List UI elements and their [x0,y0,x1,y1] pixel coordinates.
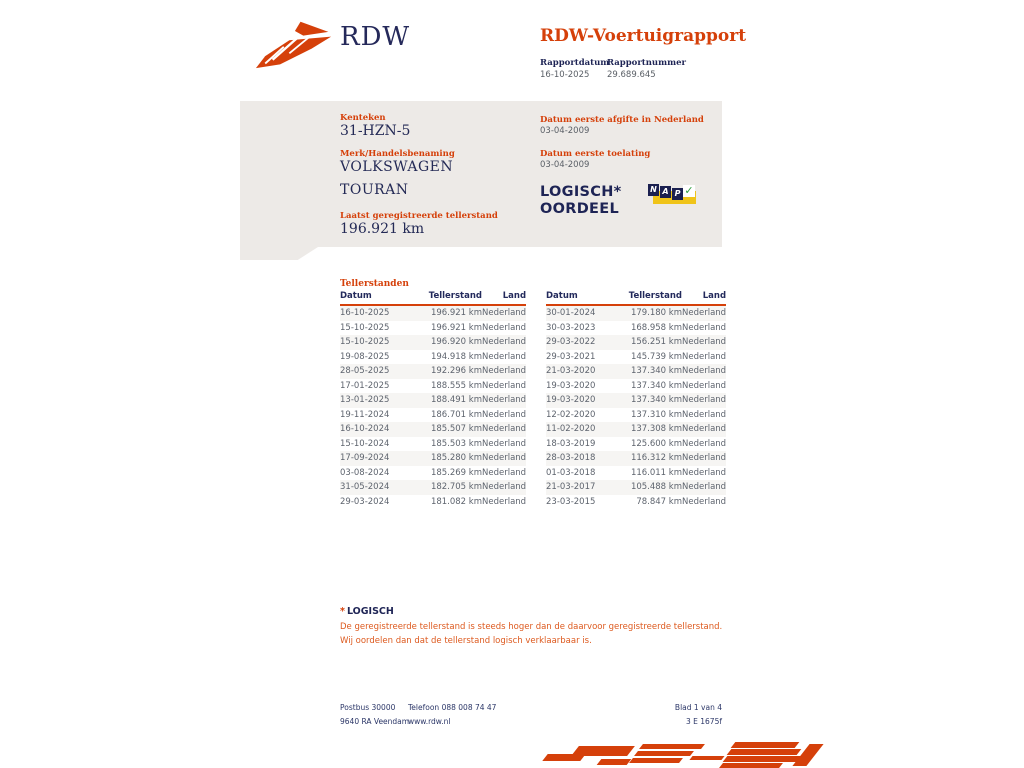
row-country: Nederland [482,337,527,347]
row-date: 03-08-2024 [340,467,390,478]
row-country: Nederland [682,337,727,347]
row-country: Nederland [482,409,527,420]
first-issue-date: 03-04-2009 [540,126,590,136]
odometer-table-right [546,290,726,509]
header-date: Datum [340,290,412,305]
row-country: Nederland [482,424,527,434]
footnote-title-text: LOGISCH [346,606,394,617]
row-date: 19-03-2020 [546,395,596,405]
footnote-text: De geregistreerde tellerstand is steeds hoger dan de daarvoor geregistreerde tellerstand. Wij oordelen dan dat de tellerstand logisch verklaarbaar is. [340,622,723,646]
row-odometer: 116.011 km [630,467,682,478]
table-row [340,437,526,452]
row-odometer: 185.507 km [430,424,482,434]
row-odometer: 196.921 km [430,322,482,333]
logical-verdict-text [540,184,622,217]
row-country: Nederland [482,351,527,362]
row-odometer: 196.921 km [430,308,482,318]
header-country: Land [482,290,526,305]
row-date: 19-08-2025 [340,351,390,362]
report-date-label: Rapportdatum [540,58,610,68]
make-model-label: Merk/Handelsbenaming [340,149,455,159]
table-row [546,305,726,321]
row-date: 28-05-2025 [340,366,390,376]
table-row [546,393,726,408]
row-date: 23-03-2015 [546,496,596,507]
row-country: Nederland [482,308,527,318]
row-odometer: 186.701 km [430,409,482,420]
row-date: 30-01-2024 [546,308,596,318]
row-country: Nederland [682,453,727,463]
row-odometer: 125.600 km [630,438,682,449]
footer-address-line1: Postbus 30000 [340,703,396,712]
page-title: RDW-Voertuigrapport [540,26,747,46]
table-row [340,393,526,408]
row-country: Nederland [482,482,527,492]
row-country: Nederland [482,438,527,449]
row-date: 11-02-2020 [546,424,596,434]
table-header-row [546,290,726,305]
row-odometer: 145.739 km [630,351,682,362]
row-odometer: 196.920 km [430,337,482,347]
row-odometer: 168.958 km [630,322,682,333]
row-country: Nederland [682,395,727,405]
table-row [546,422,726,437]
table-row [340,364,526,379]
row-odometer: 194.918 km [430,351,482,362]
row-country: Nederland [682,424,727,434]
row-country: Nederland [482,496,527,507]
row-odometer: 181.082 km [430,496,482,507]
header-odometer: Tellerstand [412,290,482,305]
header-date: Datum [546,290,614,305]
row-date: 15-10-2024 [340,438,390,449]
table-row [340,379,526,394]
row-odometer: 105.488 km [630,482,682,492]
row-country: Nederland [482,453,527,463]
nap-letter-a: A [660,186,671,198]
footnote-title [340,606,394,617]
table-row [340,451,526,466]
row-country: Nederland [682,438,727,449]
table-header-row [340,290,526,305]
row-odometer: 179.180 km [630,308,682,318]
row-odometer: 137.340 km [630,366,682,376]
table-row [546,364,726,379]
table-row [546,437,726,452]
rdw-wordmark: RDW [340,22,411,52]
footer-form-code: 3 E 1675f [685,717,722,726]
row-date: 17-01-2025 [340,380,390,391]
row-odometer: 188.491 km [430,395,482,405]
odometer-table-left [340,290,526,509]
row-date: 18-03-2019 [546,438,596,449]
row-country: Nederland [482,467,527,478]
row-odometer: 192.296 km [430,366,482,376]
footnote-asterisk: * [340,606,345,617]
row-date: 15-10-2025 [340,322,390,333]
row-date: 15-10-2025 [340,337,390,347]
odometer-label: Laatst geregistreerde tellerstand [340,211,498,221]
table-row [340,335,526,350]
table-row [340,422,526,437]
row-odometer: 185.503 km [430,438,482,449]
kenteken-value: 31-HZN-5 [340,123,411,139]
decorative-stripes-graphic [545,738,815,768]
first-issue-label: Datum eerste afgifte in Nederland [540,115,704,125]
first-admission-label: Datum eerste toelating [540,149,651,159]
row-date: 13-01-2025 [340,395,390,405]
row-date: 28-03-2018 [546,453,596,463]
rdw-wing-logo-icon [253,18,335,70]
odometer-section-title: Tellerstanden [340,279,409,289]
row-date: 19-11-2024 [340,409,390,420]
row-date: 17-09-2024 [340,453,390,463]
report-number-value: 29.689.645 [607,70,656,80]
row-country: Nederland [482,395,527,405]
row-date: 29-03-2021 [546,351,596,362]
row-country: Nederland [682,409,727,420]
row-date: 16-10-2025 [340,308,390,318]
vehicle-summary-panel [240,101,722,247]
make-value: VOLKSWAGEN [340,159,454,175]
nap-logo-icon [648,184,698,208]
row-odometer: 182.705 km [430,482,482,492]
row-odometer: 137.310 km [630,409,682,420]
table-row [546,480,726,495]
table-row [340,466,526,481]
row-date: 16-10-2024 [340,424,390,434]
row-odometer: 78.847 km [636,496,682,507]
table-row [340,480,526,495]
footer-page-indicator: Blad 1 van 4 [674,703,722,712]
row-country: Nederland [682,366,727,376]
row-country: Nederland [482,322,527,333]
row-odometer: 137.340 km [630,395,682,405]
row-date: 31-05-2024 [340,482,390,492]
table-row [546,466,726,481]
row-odometer: 185.269 km [430,467,482,478]
table-row [546,451,726,466]
table-row [546,321,726,336]
row-date: 30-03-2023 [546,322,596,333]
row-date: 29-03-2024 [340,496,390,507]
row-odometer: 137.340 km [630,380,682,391]
table-row [340,495,526,510]
row-country: Nederland [682,308,727,318]
nap-letter-n: N [648,184,659,196]
row-country: Nederland [482,380,527,391]
footer-phone: Telefoon 088 008 74 47 [408,703,497,712]
table-row [340,305,526,321]
row-country: Nederland [482,366,527,376]
row-country: Nederland [682,351,727,362]
row-date: 29-03-2022 [546,337,596,347]
row-odometer: 185.280 km [430,453,482,463]
report-number-label: Rapportnummer [607,58,686,68]
row-odometer: 116.312 km [630,453,682,463]
header-odometer: Tellerstand [614,290,682,305]
table-row [546,350,726,365]
first-admission-date: 03-04-2009 [540,160,590,170]
table-row [546,408,726,423]
nap-checkmark-icon: ✓ [684,184,694,197]
table-row [546,495,726,510]
row-odometer: 188.555 km [430,380,482,391]
odometer-value: 196.921 km [340,221,425,237]
table-row [340,350,526,365]
report-date-value: 16-10-2025 [540,70,590,80]
row-odometer: 137.308 km [630,424,682,434]
row-date: 21-03-2017 [546,482,596,492]
model-value: TOURAN [340,182,409,198]
verdict-line1: LOGISCH* [540,184,622,200]
row-date: 12-02-2020 [546,409,596,420]
table-row [340,408,526,423]
row-country: Nederland [682,496,727,507]
table-row [340,321,526,336]
verdict-line2: OORDEEL [540,200,620,217]
table-row [546,335,726,350]
nap-letter-p: P [672,188,683,200]
row-date: 21-03-2020 [546,366,596,376]
footer-website: www.rdw.nl [408,717,451,726]
header-country: Land [682,290,726,305]
row-country: Nederland [682,322,727,333]
row-date: 01-03-2018 [546,467,596,478]
footer-address-line2: 9640 RA Veendam [340,717,410,726]
row-date: 19-03-2020 [546,380,596,391]
kenteken-label: Kenteken [340,113,386,123]
row-country: Nederland [682,467,727,478]
panel-tail-shape [240,247,318,260]
row-country: Nederland [682,380,727,391]
table-row [546,379,726,394]
row-odometer: 156.251 km [630,337,682,347]
row-country: Nederland [682,482,727,492]
